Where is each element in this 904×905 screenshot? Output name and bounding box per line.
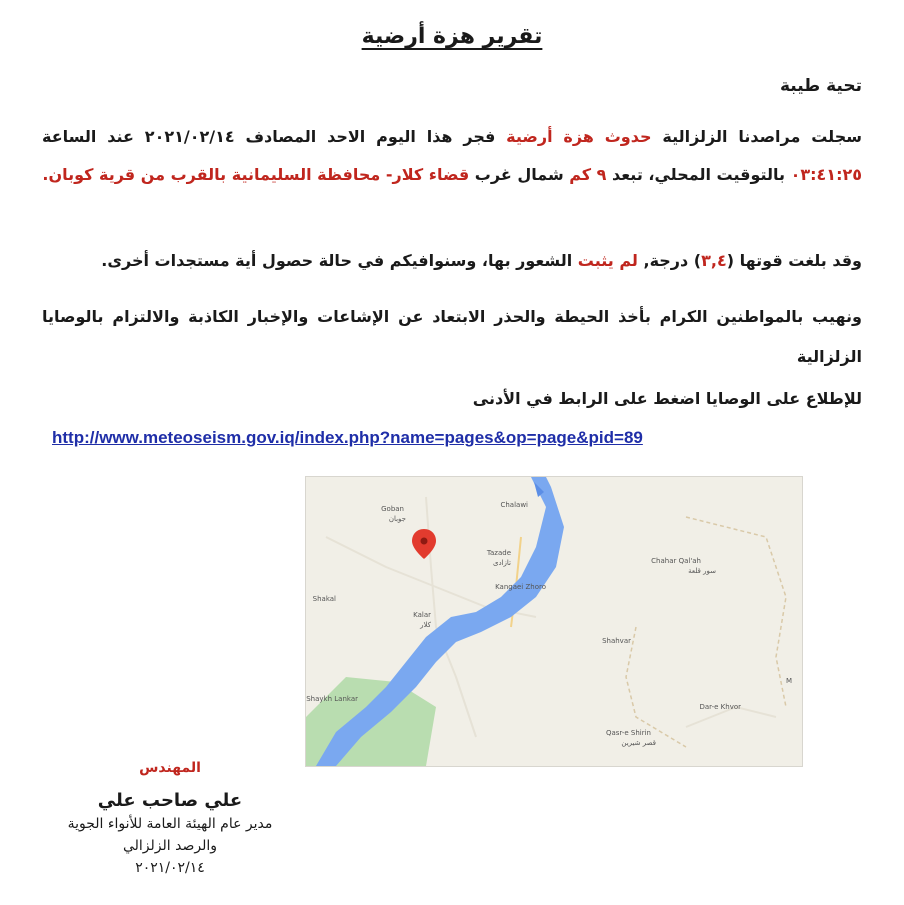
paragraph-event [42, 118, 862, 194]
p1-text-a: سجلت مراصدنا الزلزالية [651, 127, 862, 146]
map-label-tazade-ar: تازادى [492, 559, 511, 567]
advice-link[interactable]: http://www.meteoseism.gov.iq/index.php?name=pages&op=page&pid=89 [52, 428, 643, 447]
location-map [305, 476, 803, 767]
p1-distance: ٩ كم [569, 165, 607, 184]
signature-position-2: والرصد الزلزالي [122, 838, 218, 854]
paragraph-magnitude [42, 246, 862, 276]
map-label-kalar-ar: كلار [420, 621, 431, 629]
signature-name: علي صاحب علي [97, 790, 243, 811]
report-title-text: تقرير هزة أرضية [361, 24, 543, 49]
p1-time: ٠٣:٤١:٢٥ [790, 165, 862, 184]
p2-text-e: الشعور بها، وسنوافيكم في حالة حصول أية مستجدات أخرى. [101, 251, 578, 270]
map-label-chalawi: Chalawi [500, 501, 528, 509]
map-label-tazade: Tazade [486, 549, 511, 557]
map-label-qasr-e-shirin: Qasr-e Shirin [605, 729, 651, 737]
map-label-dar-e-khvor: Dar-e Khvor [699, 703, 741, 711]
map-label-shaykh-lankar: Shaykh Lankar [306, 695, 358, 703]
p2-magnitude: ٣,٤ [701, 251, 727, 270]
map-svg [306, 477, 802, 766]
signature-date: ٢٠٢١/٠٢/١٤ [135, 860, 205, 876]
map-label-kangaei: Kangaei Zhoro [495, 583, 546, 591]
map-label-goban-ar: جوبان [388, 515, 406, 523]
map-label-m: M [785, 677, 792, 685]
p1-text-e: بالتوقيت المحلي، تبعد [606, 165, 791, 184]
paragraph-link-intro: للإطلاع على الوصايا اضغط على الرابط في الأدنى [472, 389, 862, 408]
p2-text-a: وقد بلغت قوتها ( [726, 251, 862, 270]
map-label-shakal: Shakal [312, 595, 336, 603]
map-label-kalar: Kalar [413, 611, 431, 619]
report-title [0, 24, 904, 49]
map-label-goban: Goban [381, 505, 404, 513]
p1-text-c: فجر هذا اليوم الاحد المصادف ٢٠٢١/٠٢/١٤ عند الساعة [42, 127, 507, 146]
p2-not-felt: لم يثبت [577, 251, 638, 270]
p2-text-c: ) درجة, [637, 251, 702, 270]
greeting: تحية طيبة [779, 76, 862, 96]
map-label-chahar-qalah-ar: سور قلعة [688, 567, 716, 575]
p1-event-type: حدوث هزة أرضية [506, 127, 652, 146]
p1-location: قضاء كلار- محافظة السليمانية بالقرب من قرية كوبان. [42, 165, 470, 184]
signature-role: المهندس [139, 760, 201, 776]
signature-position-1: مدير عام الهيئة العامة للأنواء الجوية [67, 816, 273, 832]
map-label-qasr-e-shirin-ar: قصر شيرين [621, 739, 656, 747]
p1-text-g: شمال غرب [469, 165, 570, 184]
map-label-chahar-qalah: Chahar Qal'ah [651, 557, 701, 565]
map-label-shahvar: Shahvar [602, 637, 631, 645]
paragraph-advice: ونهيب بالمواطنين الكرام بأخذ الحيطة والحذر الابتعاد عن الإشاعات والإخبار الكاذبة والالتزام بالوصايا الزلزالية [42, 307, 862, 366]
